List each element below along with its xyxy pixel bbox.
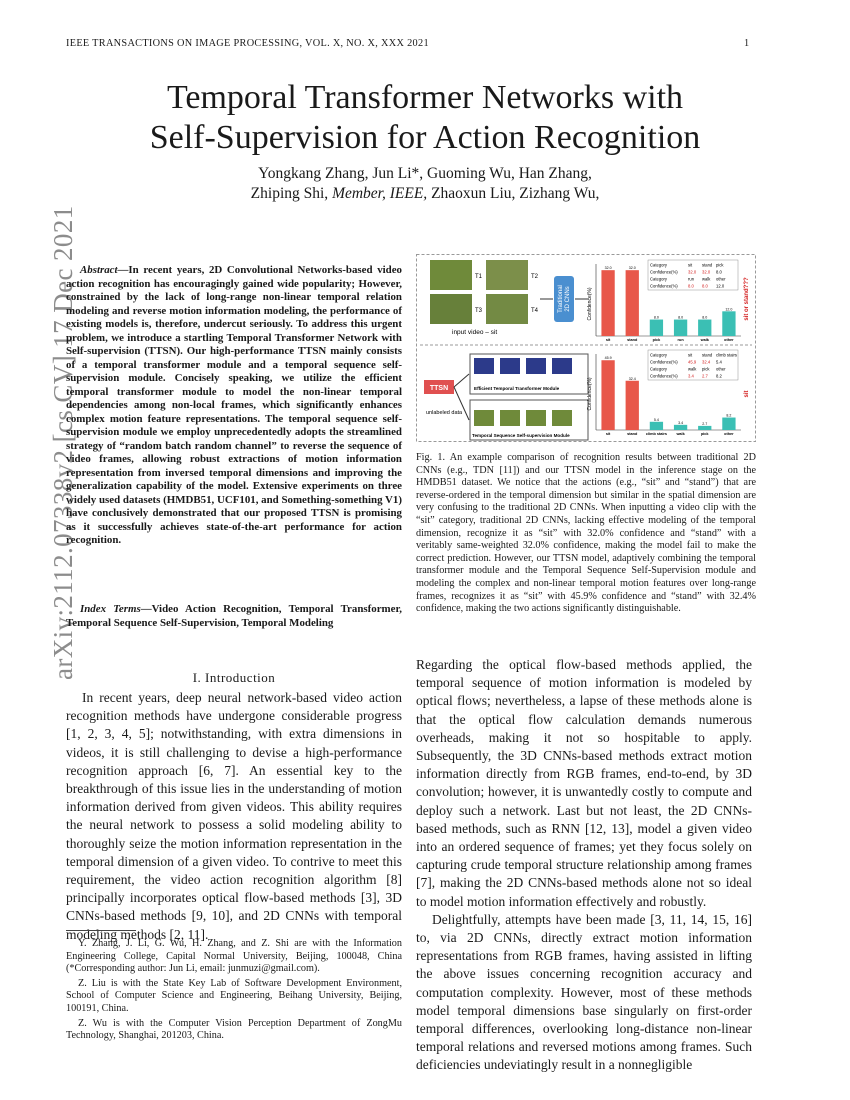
intro-body-right [416, 656, 752, 1075]
side-label-bottom: sit [744, 390, 750, 398]
bar-value-label: 2.7 [702, 421, 708, 426]
figure-1 [416, 254, 756, 442]
section-heading-introduction: I. Introduction [192, 670, 276, 685]
bar [698, 320, 711, 336]
bar [674, 425, 687, 430]
category-tick-label: walk [676, 432, 685, 436]
bar-value-label: 5.4 [653, 417, 659, 422]
index-terms-label: Index Terms [80, 603, 141, 615]
author-list [90, 164, 760, 204]
category-tick-label: run [677, 338, 684, 342]
category-tick-label: pick [700, 432, 709, 436]
bar-value-label: 32.4 [628, 376, 636, 381]
bar-value-label: 8.0 [678, 315, 684, 320]
table-cell: 2.7 [702, 373, 708, 379]
index-terms-text: —Video Action Recognition, Temporal Transformer, Temporal Sequence Self-Supervision, Temporal Modeling [66, 603, 402, 629]
authors-rest: Zhaoxun Liu, Zizhang Wu, [427, 185, 600, 202]
table-cell: 32.4 [702, 359, 711, 365]
frame-thumb [486, 260, 528, 290]
frame-label: T1 [475, 274, 483, 280]
cnn-label-2: 2D CNNs [565, 286, 571, 312]
footnote-rule [66, 930, 136, 931]
right-paragraph-2: Delightfully, attempts have been made [3, 11, 14, 15, 16] to, via 2D CNNs, directly extract motion information representations from RGB frames, having assisted in lifting the above issues concerning recognition accuracy and computation complexity. However, most of these methods model temporal dimensions base singularly on first-order temporal differences, overlooking long-distance non-linear temporal relations and reversed motions among frames. Such deficiencies undeviatingly result in a nonnegligible [416, 911, 752, 1073]
table-cell: Category [650, 276, 667, 282]
table-cell: sit [688, 262, 693, 268]
category-tick-label: climb stairs [645, 432, 667, 436]
table-cell: Category [650, 262, 667, 268]
bar [601, 360, 614, 430]
intro-body-left [66, 689, 402, 944]
frame-thumb [474, 358, 494, 374]
category-tick-label: other [724, 338, 734, 342]
table-cell: 8.0 [702, 283, 708, 289]
table-cell: pick [716, 262, 724, 268]
frame-thumb [486, 294, 528, 324]
category-tick-label: stand [627, 338, 638, 342]
table-cell: Category [650, 352, 667, 358]
table-cell: Confidence(%) [650, 373, 678, 379]
table-cell: run [688, 276, 695, 282]
frame-label: T2 [531, 274, 539, 280]
title-line-2: Self-Supervision for Action Recognition [149, 119, 701, 156]
bar-value-label: 8.2 [726, 413, 732, 418]
table-cell: 8.0 [688, 283, 694, 289]
bar [650, 320, 663, 336]
table-cell: 3.4 [688, 373, 694, 379]
category-tick-label: stand [627, 432, 638, 436]
frame-thumb [552, 358, 572, 374]
table-cell: Confidence(%) [650, 269, 678, 275]
chart-top-ylabel: Confidence(%) [587, 287, 593, 321]
cnn-label-1: Traditional [558, 285, 564, 313]
category-tick-label: sit [605, 432, 611, 436]
bar [722, 311, 735, 336]
table-bottom [648, 350, 738, 380]
authors-line-2 [90, 184, 760, 204]
table-cell: 45.9 [688, 359, 697, 365]
table-cell: 5.4 [716, 359, 722, 365]
table-cell: sit [688, 352, 693, 358]
paper-title [90, 78, 760, 158]
bar-value-label: 8.0 [702, 315, 708, 320]
ett-label: Efficient Temporal Transformer Module [474, 386, 560, 391]
bar-value-label: 32.0 [604, 266, 612, 271]
ttsn-label: TTSN [429, 385, 449, 392]
table-cell: 32.0 [702, 269, 711, 275]
bar [650, 422, 663, 430]
table-cell: stand [702, 262, 713, 268]
category-tick-label: sit [605, 338, 611, 342]
bar [626, 270, 639, 336]
bar-value-label: 45.9 [604, 356, 612, 361]
frame-thumb [430, 294, 472, 324]
footnote-3: Z. Wu is with the Computer Vision Perception Department of ZongMu Technology, Shanghai, 201203, China. [66, 1017, 402, 1042]
frame-thumb [500, 358, 520, 374]
frame-label: T3 [475, 308, 483, 314]
table-cell: 8.2 [716, 373, 722, 379]
table-cell: walk [688, 366, 697, 372]
bar [698, 426, 711, 430]
table-cell: stand [702, 352, 713, 358]
frame-thumb [430, 260, 472, 290]
frame-thumb [552, 410, 572, 426]
table-cell: other [716, 276, 726, 282]
abstract-label: Abstract [80, 264, 118, 276]
bar [674, 320, 687, 336]
index-terms [66, 603, 402, 630]
footnote-1: Y. Zhang, J. Li, G. Wu, H. Zhang, and Z. Shi are with the Information Engineering College, Capital Normal University, Beijing, 100048, China (*Corresponding author: Jun Li, email: junmuzi@gmail.com). [66, 938, 402, 975]
frame-thumb [526, 410, 546, 426]
side-label-top: sit or stand??? [744, 277, 750, 321]
category-tick-label: other [724, 432, 734, 436]
abstract-text: —In recent years, 2D Convolutional Networks-based video action recognition has encouragingly gained wide popularity; However, constrained by the lack of long-range non-linear temporal relation modeling and reverse motion information modeling, the performance of existing models is, therefore, undercut seriously. To address this urgent problem, we introduce a startling Temporal Transformer Network with Self-supervision (TTSN). Our high-performance TTSN mainly consists of a temporal transformer module and a temporal sequence self-supervision module. Concisely speaking, we utilize the efficient temporal transformer module to model the non-linear temporal dependencies among non-local frames, which significantly enhances complex motion feature representations. The temporal sequence self-supervision module we employ unprecedentedly adopts the streamlined strategy of “random batch random channel” to reverse the sequence of video frames, allowing robust extractions of motion information representation from inversed temporal dimensions and improving the generalization capability of the model. Extensive experiments on three widely used datasets (HMDB51, UCF101, and Something-something V1) have conclusively demonstrated that our proposed TTSN is promising as it successfully achieves state-of-the-art performance for action recognition. [66, 264, 402, 546]
input-video-label: input video – sit [452, 329, 498, 336]
abstract [66, 264, 402, 548]
table-top [648, 260, 738, 290]
page-number: 1 [744, 38, 750, 49]
authors-line-1: Yongkang Zhang, Jun Li*, Guoming Wu, Han Zhang, [258, 165, 592, 182]
running-header: IEEE TRANSACTIONS ON IMAGE PROCESSING, VOL. X, NO. X, XXX 2021 [66, 38, 429, 49]
bar-value-label: 32.0 [628, 266, 636, 271]
traditional-2dcnn-box [554, 276, 574, 322]
frame-label: T4 [531, 308, 539, 314]
category-tick-label: pick [652, 338, 661, 342]
table-cell: 8.0 [716, 269, 722, 275]
title-line-1: Temporal Transformer Networks with [166, 79, 684, 116]
chart-bottom-ylabel: Confidence(%) [587, 377, 593, 411]
footnotes [66, 938, 402, 1045]
intro-paragraph-1: In recent years, deep neural network-based video action recognition methods have undergone considerable progress [1, 2, 3, 4, 5]; notwithstanding, with extra dimensions in videos, it is still challenging to devise a high-performance recognition approach [6, 7]. An essential key to the breakthrough of this issue lies in the understanding of motion information derived from given videos. This ability requires the neural network to possess a solid modeling ability to thoroughly seize the motion information representation in the temporal dimension of a given video. To contrive to meet this requirement, the video action recognition algorithm [8] principally incorporates optical flow-based methods [3], 3D CNNs-based methods [9, 10], and 2D CNNs with temporal modeling methods [2, 11]. [66, 690, 402, 942]
table-cell: Confidence(%) [650, 283, 678, 289]
table-cell: Category [650, 366, 667, 372]
bar-value-label: 3.4 [678, 420, 684, 425]
right-paragraph-1: Regarding the optical flow-based methods applied, the temporal sequence of motion information is modeled by optical flows; nevertheless, a lapse of these methods alone is that the optical flow calculation demands numerous overheads, making it not so hospitable to apply. Subsequently, the 3D CNNs-based methods extract motion information directly from RGB frames, end-to-end, by 3D convolution; however, it is unwantedly costly to compute and deploy such a network. Last but not least, the 2D CNNs-based methods, such as RNN [12, 13], model a given video into an ordered sequence of frames; yet they focus solely on capturing crude temporal structure relationship among frames [7], making the 2D CNNs-based methods alone not so ideal to model motion information effectively and robustly. [416, 657, 752, 909]
table-cell: Confidence(%) [650, 359, 678, 365]
table-cell: 32.0 [688, 269, 697, 275]
table-cell: climb stairs [716, 352, 737, 358]
footnote-2: Z. Liu is with the State Key Lab of Software Development Environment, School of Computer Science and Engineering, Beihang University, Beijing, 100191, China. [66, 977, 402, 1014]
frame-thumb [500, 410, 520, 426]
frame-thumb [526, 358, 546, 374]
unlabeled-data-label: unlabeled data [426, 410, 463, 416]
frame-thumb [474, 410, 494, 426]
table-cell: pick [702, 366, 710, 372]
bar-value-label: 12.0 [725, 307, 733, 312]
category-tick-label: walk [700, 338, 709, 342]
table-cell: 12.0 [716, 283, 725, 289]
bar [626, 381, 639, 430]
member-ieee: Member, IEEE, [332, 185, 428, 202]
bar [601, 270, 614, 336]
bar-value-label: 8.0 [653, 315, 659, 320]
tsss-label: Temporal Sequence Self-supervision Module [472, 433, 570, 438]
arrow [454, 374, 469, 387]
arxiv-stamp: arXiv:2112.07338v2 [cs.CV] 17 Dec 2021 [48, 205, 78, 680]
table-cell: walk [702, 276, 711, 282]
author-shi: Zhiping Shi, [250, 185, 333, 202]
figure-caption: Fig. 1. An example comparison of recognition results between traditional 2D CNNs (e.g., TDN [11]) and our TTSN model in the inference stage on the HMDB51 dataset. We notice that the actions (e.g., “sit” and “stand”) that are reverse-ordered in the temporal dimension but similar in the spatial dimension are very confusing to the traditional 2D CNNs. When inputting a video clip with the “sit” category, traditional 2D CNNs, lacking effective modeling of the temporal dimension, recognize it as “sit” with 32.0% confidence and “stand” with a veritably same-weighted 32.0% confidence, making the model fail to make the correct prediction. However, our TTSN model, adaptively combining the temporal transformer module and the Temporal Sequence Self-Supervision module and modeling the complex and non-linear temporal motion features over long-range frames, recognizes it as “sit” with 45.9% confidence and “stand” with 32.4% confidence, making the two actions significantly distinguishable. [416, 452, 756, 615]
bar [722, 418, 735, 430]
input-frames [430, 260, 539, 336]
table-cell: other [716, 366, 726, 372]
